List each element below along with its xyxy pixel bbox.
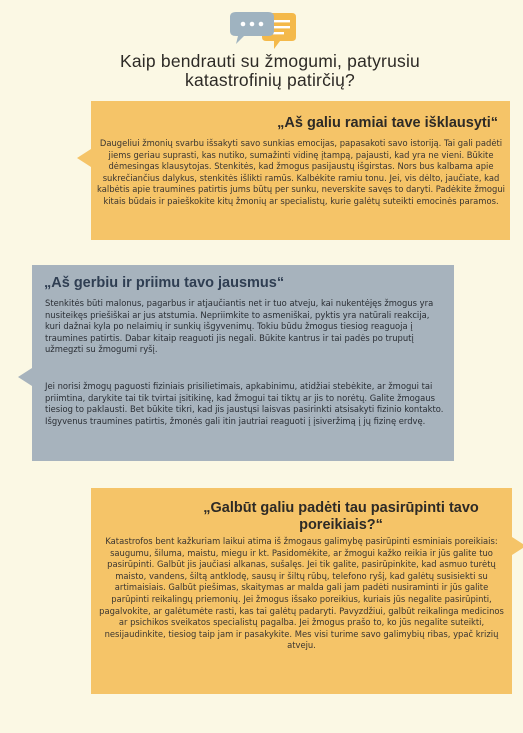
section-heading: „Aš gerbiu ir priimu tavo jausmus“ xyxy=(44,275,285,291)
speech-bubbles-icon xyxy=(228,11,298,53)
section-paragraph: Jei norisi žmogų paguosti fiziniais prisilietimais, apkabinimu, atidžiai stebėkite, ar žmogui tai priimtina, darykite tai tik tvirtai įsitikinę, kad žmogui tai tiktų ar jis to norėtų. Galite žmogaus tiesiog to paklausti. Bet būkite tikri, kad jis jaustųsi laisvas pasirinkti atsisakyti fizinio kontakto. Išgyvenus traumines patirtis, žmonės gali itin jautriai reaguoti į įsiveržimą į jų fizinę erdvę. xyxy=(45,381,444,426)
section-heading: „Galbūt galiu padėti tau pasirūpinti tavo poreikiais?“ xyxy=(203,500,479,533)
callout-pointer xyxy=(512,537,523,555)
page-title: Kaip bendrauti su žmogumi, patyrusiu katastrofinių patirčių? xyxy=(120,51,420,90)
callout-pointer xyxy=(77,149,91,167)
callout-pointer xyxy=(18,368,32,386)
section-paragraph: Stenkitės būti malonus, pagarbus ir atjaučiantis net ir tuo atveju, kai nukentėjęs žmogus yra nusiteikęs priešiškai ar jus atstumia. Nepriimkite to asmeniškai, pyktis yra natūrali reakcija, kuri dažnai kyla po nelaimių ir sunkių išgyvenimų. Tokiu būdu žmogus tiesiog reaguoja į traumines patirtis. Dabar kitaip reaguoti jis negali. Būkite kantrus ir tai padės po truputį užmegzti su žmogumi ryšį. xyxy=(45,298,434,355)
section-paragraph: Katastrofos bent kažkuriam laikui atima iš žmogaus galimybę pasirūpinti esminiais poreikiais: saugumu, šiluma, maistu, miegu ir kt. Pasidomėkite, ar žmogui kažko reikia ir jūs galite tuo pasirūpinti. Galbūt jis jaučiasi alkanas, sušalęs. Jei tik galite, pasirūpinkite, kad asmuo turėtų maisto, vandens, šiltą antklodę, sausų ir šiltų rūbų, telefono ryšį, kad galėtų susisiekti su artimaisiais. Galbūt piešimas, skaitymas ar malda gali jam padėti nusiraminti ir jūs galite parūpinti reikalingų priemonių. Jei žmogus išsako poreikius, kuriais jūs negalite pasirūpinti, pagalvokite, ar galėtumėte rasti, kas tai galėtų padaryti. Pavyzdžiui, galbūt reikalinga medicinos ar psichikos sveikatos specialistų pagalba. Jei žmogus prašo to, ko jūs negalite suteikti, nesijaudinkite, tiesiog taip jam ir pasakykite. Mes visi turime savo galimybių ribas, ypač krizių atveju. xyxy=(99,536,504,651)
section-heading: „Aš galiu ramiai tave išklausyti“ xyxy=(277,115,498,131)
section-respect xyxy=(32,265,454,461)
section-paragraph: Daugeliui žmonių svarbu išsakyti savo sunkias emocijas, papasakoti savo istoriją. Tai gali padėti jiems geriau suprasti, kas nutiko, sumažinti vidinę įtampą, pajausti, kad yra ne vieni. Būkite dėmesingas klausytojas. Stenkitės, kad žmogus pasijaustų išgirstas. Nors bus kalbama apie sukrečiančius dalykus, stenkitės išlikti ramūs. Kalbėkite ramiu tonu. Jei, vis dėlto, jaučiate, kad kalbėtis apie traumines patirtis jums būtų per sunku, neverskite savęs to daryti. Padėkite žmogui kitais būdais ir paieškokite kitų žmonių ar specialistų, kurie galėtų suteikti emocinės paramos. xyxy=(97,138,505,206)
section-listen xyxy=(91,101,510,240)
section-needs xyxy=(91,488,512,694)
